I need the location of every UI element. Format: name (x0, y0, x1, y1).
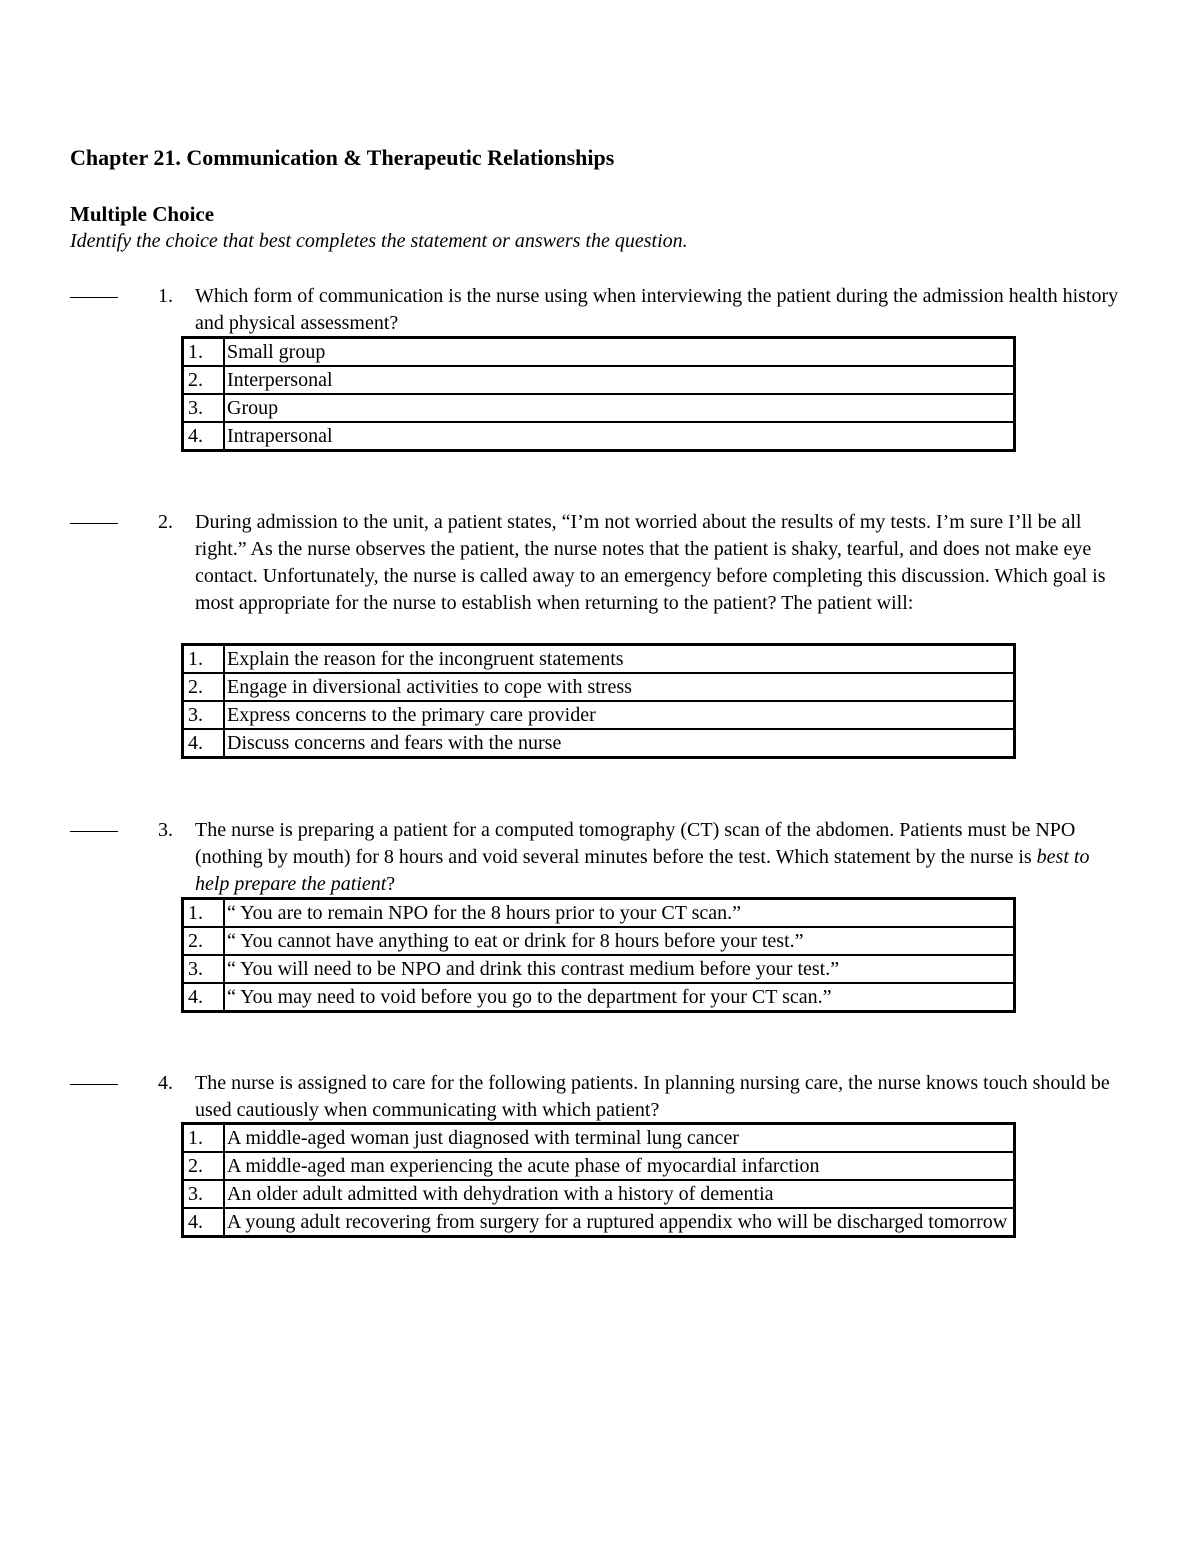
section-title: Multiple Choice (70, 202, 215, 226)
choices-table (181, 1122, 1016, 1238)
choice-row (183, 1124, 1015, 1153)
choice-text: A young adult recovering from surgery for a ruptured appendix who will be discharged tomorrow (224, 1208, 1015, 1237)
stem-text-end: ? (386, 873, 396, 895)
question-number: 1. (158, 285, 173, 307)
question-stem: The nurse is assigned to care for the following patients. In planning nursing care, the nurse knows touch should be used cautiously when communicating with which patient? (195, 1072, 1110, 1121)
choice-number: 2. (183, 366, 225, 394)
choices-table (181, 897, 1016, 1013)
page-title: Chapter 21. Communication & Therapeutic Relationships (70, 145, 615, 170)
answer-blank[interactable] (70, 831, 118, 832)
instruction-text: Identify the choice that best completes the statement or answers the question. (70, 230, 688, 252)
choice-number: 1. (183, 899, 225, 928)
choice-row (183, 366, 1015, 394)
choice-row (183, 645, 1015, 674)
choice-text: Small group (224, 338, 1015, 367)
choices-table (181, 643, 1016, 759)
choice-number: 4. (183, 1208, 225, 1237)
choice-number: 4. (183, 729, 225, 758)
choice-text: Discuss concerns and fears with the nurse (224, 729, 1015, 758)
question-number: 4. (158, 1072, 173, 1094)
choice-row (183, 729, 1015, 758)
choice-row (183, 701, 1015, 729)
choice-text: “ You are to remain NPO for the 8 hours prior to your CT scan.” (224, 899, 1015, 928)
choice-row (183, 422, 1015, 451)
choice-row (183, 1152, 1015, 1180)
choice-number: 3. (183, 955, 225, 983)
choice-text: Express concerns to the primary care provider (224, 701, 1015, 729)
choice-number: 1. (183, 338, 225, 367)
question-stem: During admission to the unit, a patient states, “I’m not worried about the results of my tests. I’m sure I’ll be all right.” As the nurse observes the patient, the nurse notes that the patient is shaky, tearful, and does not make eye contact. Unfortunately, the nurse is called away to an emergency before completing this discussion. Which goal is most appropriate for the nurse to establish when returning to the patient? The patient will: (195, 511, 1106, 614)
choice-number: 3. (183, 1180, 225, 1208)
choice-number: 2. (183, 673, 225, 701)
choice-number: 1. (183, 1124, 225, 1153)
choice-row (183, 673, 1015, 701)
choice-number: 4. (183, 422, 225, 451)
choice-text: A middle-aged man experiencing the acute phase of myocardial infarction (224, 1152, 1015, 1180)
choice-row (183, 899, 1015, 928)
stem-emphasis: best to help prepare the patient (195, 846, 1090, 895)
choice-text: “ You cannot have anything to eat or drink for 8 hours before your test.” (224, 927, 1015, 955)
choice-text: Interpersonal (224, 366, 1015, 394)
choice-number: 2. (183, 927, 225, 955)
answer-blank[interactable] (70, 1084, 118, 1085)
choice-row (183, 927, 1015, 955)
choice-row (183, 394, 1015, 422)
choices-table (181, 336, 1016, 452)
answer-blank[interactable] (70, 523, 118, 524)
choice-text: Intrapersonal (224, 422, 1015, 451)
stem-text: The nurse is preparing a patient for a computed tomography (CT) scan of the abdomen. Patients must be NPO (nothing by mouth) for 8 hours and void several minutes before the test. Which statement by the nurse is (195, 819, 1076, 868)
choice-text: Group (224, 394, 1015, 422)
choice-number: 2. (183, 1152, 225, 1180)
choice-row (183, 983, 1015, 1012)
choice-text: “ You may need to void before you go to the department for your CT scan.” (224, 983, 1015, 1012)
question-stem: Which form of communication is the nurse using when interviewing the patient during the admission health history and physical assessment? (195, 285, 1119, 334)
choice-text: An older adult admitted with dehydration with a history of dementia (224, 1180, 1015, 1208)
choice-text: A middle-aged woman just diagnosed with terminal lung cancer (224, 1124, 1015, 1153)
choice-number: 1. (183, 645, 225, 674)
choice-text: Explain the reason for the incongruent statements (224, 645, 1015, 674)
question-stem (195, 817, 1120, 898)
choice-text: “ You will need to be NPO and drink this contrast medium before your test.” (224, 955, 1015, 983)
choice-number: 3. (183, 394, 225, 422)
choice-row (183, 1208, 1015, 1237)
choice-row (183, 338, 1015, 367)
choice-number: 4. (183, 983, 225, 1012)
choice-text: Engage in diversional activities to cope with stress (224, 673, 1015, 701)
choice-number: 3. (183, 701, 225, 729)
choice-row (183, 1180, 1015, 1208)
question-number: 2. (158, 511, 173, 533)
answer-blank[interactable] (70, 297, 118, 298)
choice-row (183, 955, 1015, 983)
question-number: 3. (158, 819, 173, 841)
